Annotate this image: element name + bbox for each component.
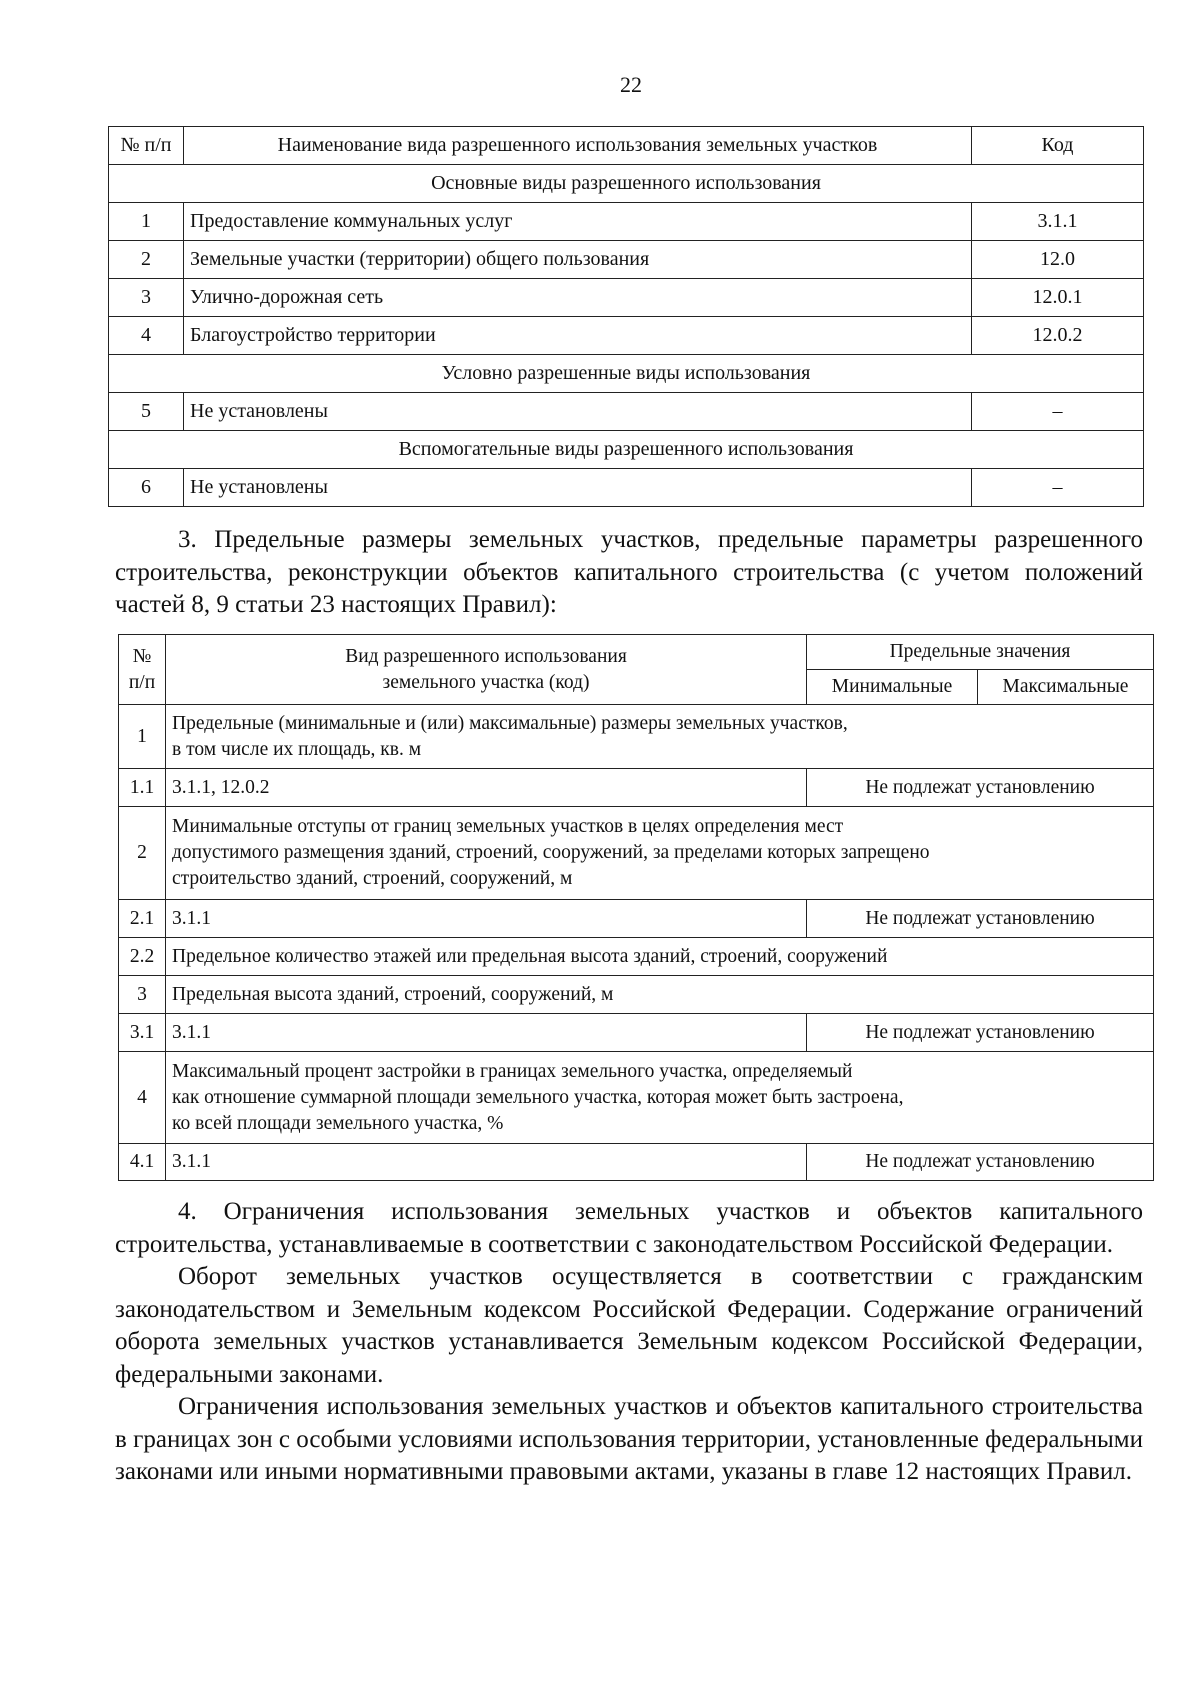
header-num: № п/п bbox=[109, 127, 184, 165]
row-text: 3.1.1 bbox=[166, 900, 807, 938]
row-name: Не установлены bbox=[184, 393, 972, 431]
row-text: 3.1.1 bbox=[166, 1014, 807, 1052]
paragraph-4-2: Оборот земельных участков осуществляется в соответствии с гражданским законодательством и Земельным кодексом Российской Федерации. Содержание ограничений оборота земельных участков устанавливается Земельным кодексом Российской Федерации, федеральными законами. bbox=[115, 1263, 1143, 1388]
row-text: Максимальный процент застройки в границах земельного участка, определяемый как отношение суммарной площади земельного участка, которая может быть застроена, ко всей площади земельного участка, % bbox=[166, 1052, 1154, 1144]
table-row bbox=[109, 393, 1144, 431]
table-row bbox=[119, 1014, 1154, 1052]
header-kind: Вид разрешенного использования земельного участка (код) bbox=[166, 635, 807, 705]
row-num: 1 bbox=[119, 705, 166, 769]
row-code: 12.0 bbox=[972, 241, 1144, 279]
table-row bbox=[119, 976, 1154, 1014]
section-row bbox=[109, 355, 1144, 393]
page-number: 22 bbox=[620, 72, 642, 97]
header-name: Наименование вида разрешенного использования земельных участков bbox=[184, 127, 972, 165]
section-row bbox=[109, 431, 1144, 469]
row-code: – bbox=[972, 393, 1144, 431]
row-name: Не установлены bbox=[184, 469, 972, 507]
row-value: Не подлежат установлению bbox=[807, 1014, 1154, 1052]
header-min: Минимальные bbox=[807, 670, 978, 705]
row-text: Предельная высота зданий, строений, сооружений, м bbox=[166, 976, 1154, 1014]
row-num: 2.1 bbox=[119, 900, 166, 938]
row-name: Благоустройство территории bbox=[184, 317, 972, 355]
table-row bbox=[109, 203, 1144, 241]
section-title: Основные виды разрешенного использования bbox=[109, 165, 1144, 203]
row-num: 2 bbox=[109, 241, 184, 279]
table-row bbox=[119, 705, 1154, 769]
table-row bbox=[119, 938, 1154, 976]
header-num: № п/п bbox=[119, 635, 166, 705]
row-num: 3.1 bbox=[119, 1014, 166, 1052]
header-max: Максимальные bbox=[978, 670, 1154, 705]
table-row bbox=[119, 900, 1154, 938]
row-num: 4 bbox=[109, 317, 184, 355]
table-row bbox=[119, 807, 1154, 900]
row-text: Предельное количество этажей или предельная высота зданий, строений, сооружений bbox=[166, 938, 1154, 976]
table-row bbox=[109, 241, 1144, 279]
row-num: 1 bbox=[109, 203, 184, 241]
paragraph-4-1: 4. Ограничения использования земельных участков и объектов капитального строительства, устанавливаемые в соответствии с законодательством Российской Федерации. bbox=[115, 1198, 1143, 1258]
row-num: 4.1 bbox=[119, 1144, 166, 1181]
row-num: 4 bbox=[119, 1052, 166, 1144]
row-code: 12.0.1 bbox=[972, 279, 1144, 317]
row-value: Не подлежат установлению bbox=[807, 769, 1154, 807]
row-name: Предоставление коммунальных услуг bbox=[184, 203, 972, 241]
header-limits: Предельные значения bbox=[807, 635, 1154, 670]
row-value: Не подлежат установлению bbox=[807, 1144, 1154, 1181]
paragraph-3 bbox=[115, 524, 1143, 622]
row-num: 6 bbox=[109, 469, 184, 507]
row-name: Улично-дорожная сеть bbox=[184, 279, 972, 317]
row-text: 3.1.1, 12.0.2 bbox=[166, 769, 807, 807]
row-value: Не подлежат установлению bbox=[807, 900, 1154, 938]
row-num: 3 bbox=[109, 279, 184, 317]
table-row bbox=[119, 1144, 1154, 1181]
row-text: Предельные (минимальные и (или) максимальные) размеры земельных участков, в том числе их площадь, кв. м bbox=[166, 705, 1154, 769]
row-num: 2 bbox=[119, 807, 166, 900]
section-title: Вспомогательные виды разрешенного использования bbox=[109, 431, 1144, 469]
row-code: 3.1.1 bbox=[972, 203, 1144, 241]
limits-table bbox=[118, 634, 1154, 1181]
paragraph-3-text: 3. Предельные размеры земельных участков, предельные параметры разрешенного строительства, реконструкции объектов капитального строительства (с учетом положений частей 8, 9 статьи 23 настоящих Правил): bbox=[115, 526, 1143, 618]
paragraph-4-3: Ограничения использования земельных участков и объектов капитального строительства в границах зон с особыми условиями использования территории, установленные федеральными законами или иными нормативными правовыми актами, указаны в главе 12 настоящих Правил. bbox=[115, 1393, 1143, 1485]
permitted-use-table bbox=[108, 126, 1144, 507]
row-num: 5 bbox=[109, 393, 184, 431]
paragraph-4-block bbox=[115, 1196, 1143, 1489]
header-code: Код bbox=[972, 127, 1144, 165]
table-row bbox=[109, 279, 1144, 317]
table-row bbox=[119, 769, 1154, 807]
row-name: Земельные участки (территории) общего пользования bbox=[184, 241, 972, 279]
row-code: 12.0.2 bbox=[972, 317, 1144, 355]
table-header-row bbox=[109, 127, 1144, 165]
table-row bbox=[109, 469, 1144, 507]
section-row bbox=[109, 165, 1144, 203]
table-row bbox=[119, 1052, 1154, 1144]
section-title: Условно разрешенные виды использования bbox=[109, 355, 1144, 393]
table-header-row bbox=[119, 635, 1154, 670]
row-num: 3 bbox=[119, 976, 166, 1014]
table-row bbox=[109, 317, 1144, 355]
row-text: 3.1.1 bbox=[166, 1144, 807, 1181]
row-text: Минимальные отступы от границ земельных участков в целях определения мест допустимого размещения зданий, строений, сооружений, за пределами которых запрещено строительство зданий, строений, сооружений, м bbox=[166, 807, 1154, 900]
row-num: 1.1 bbox=[119, 769, 166, 807]
row-code: – bbox=[972, 469, 1144, 507]
row-num: 2.2 bbox=[119, 938, 166, 976]
